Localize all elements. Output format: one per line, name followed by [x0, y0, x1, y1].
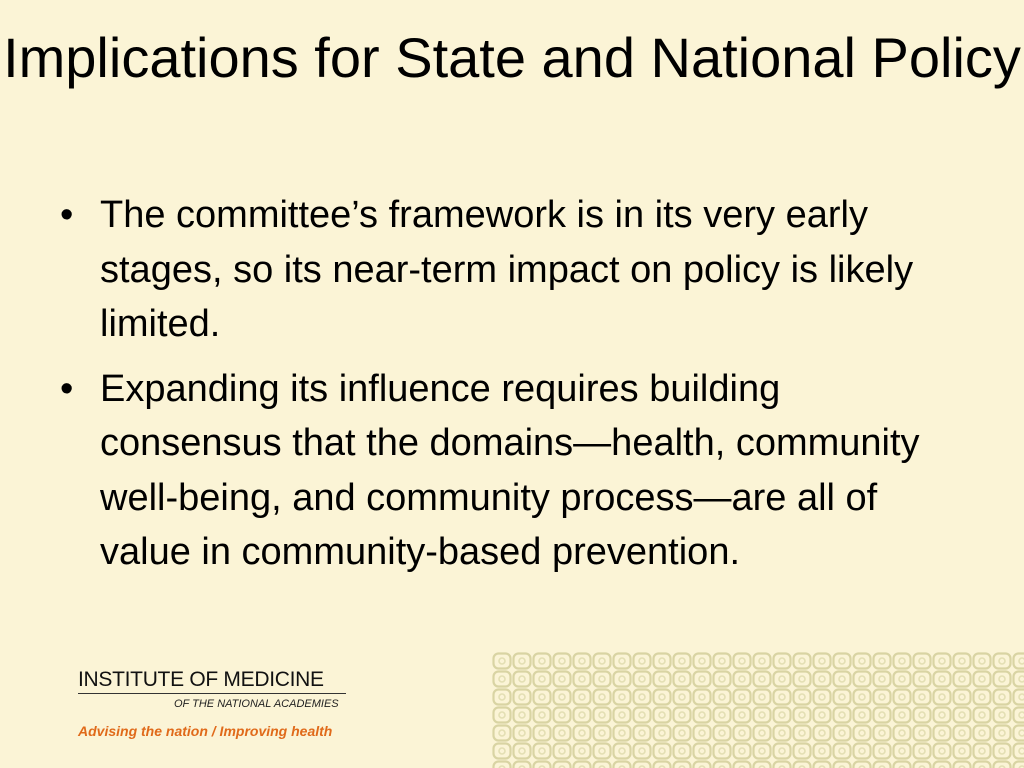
- bullet-list: [58, 188, 958, 590]
- bullet-text: The committee’s framework is in its very early stages, so its near-term impact on policy is likely limited.: [100, 194, 914, 345]
- bullet-marker: •: [60, 194, 74, 236]
- iom-logo: [78, 668, 378, 739]
- bullet-item: [58, 188, 958, 352]
- bullet-text: Expanding its influence requires building consensus that the domains—health, community well-being, and community process—are all of value in community-based prevention.: [100, 367, 920, 573]
- bullet-item: [58, 362, 958, 580]
- decorative-pattern: [492, 652, 1024, 768]
- pattern-graphic: [492, 652, 1024, 768]
- logo-main-text: INSTITUTE OF MEDICINE: [78, 668, 324, 691]
- bullet-marker: •: [60, 367, 74, 410]
- logo-tagline: Advising the nation / Improving health: [78, 723, 333, 739]
- logo-divider: [78, 693, 346, 694]
- slide-title: Implications for State and National Policy: [3, 26, 1021, 89]
- logo-subtitle: OF THE NATIONAL ACADEMIES: [174, 698, 339, 710]
